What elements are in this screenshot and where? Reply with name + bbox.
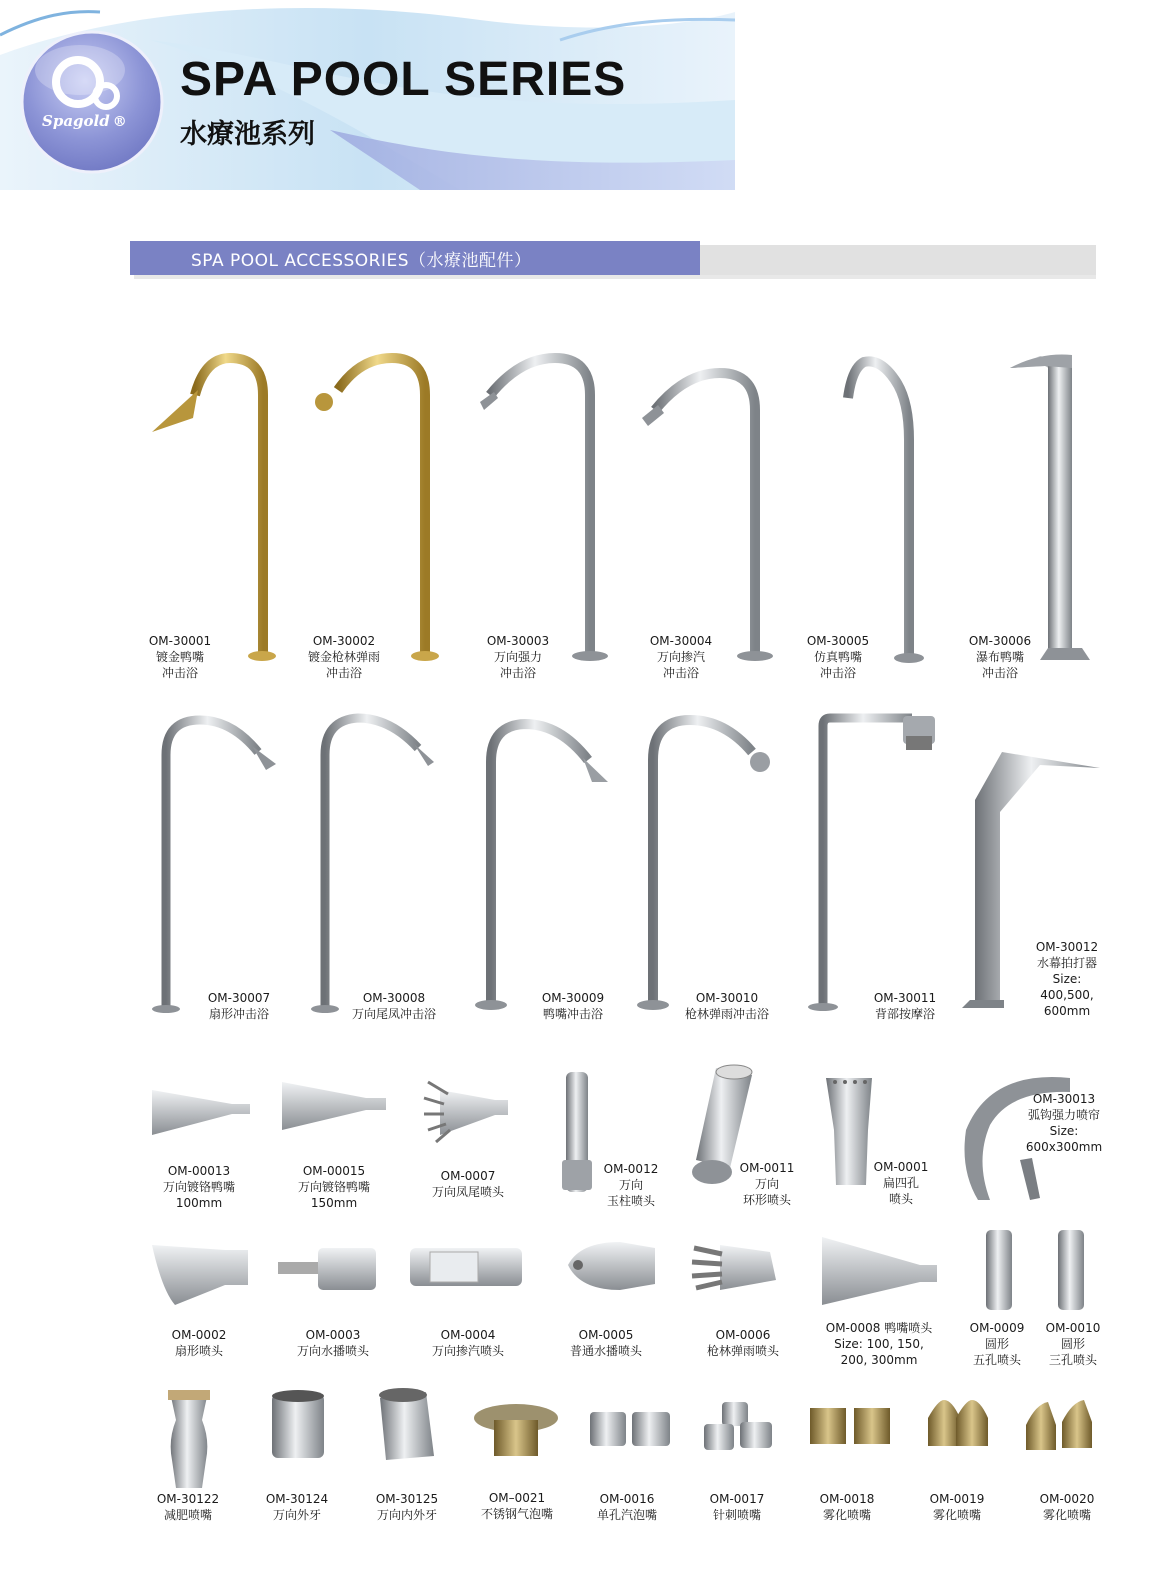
product-code: OM-0001 [873, 1160, 929, 1174]
product-code: OM-30006 [968, 634, 1032, 648]
product-code: OM-0017 [709, 1492, 765, 1506]
product-code: OM-30012 [1035, 940, 1099, 954]
pipe-om-30005 [848, 361, 924, 663]
product-code: OM-30011 [873, 991, 937, 1005]
product-label-p22 [432, 1327, 504, 1359]
product-code: OM-30010 [695, 991, 759, 1005]
pipe-om-30001 [152, 358, 276, 661]
product-description: 万向 [754, 1177, 780, 1191]
product-label-p23 [570, 1327, 642, 1359]
product-label-p31 [481, 1490, 553, 1522]
product-code: OM-0011 [739, 1161, 795, 1175]
product-description: 扇形冲击浴 [208, 1007, 269, 1021]
product-description: 万向内外牙 [376, 1508, 437, 1522]
product-description: 圆形 [1060, 1337, 1086, 1351]
product-label-p7 [208, 990, 270, 1022]
product-label-p24 [707, 1327, 779, 1359]
product-code: OM-0008 鸭嘴喷头 [825, 1321, 933, 1335]
product-label-p17 [740, 1160, 795, 1208]
product-description: 仿真鸭嘴 [813, 650, 862, 664]
product-code: OM-0010 [1045, 1321, 1101, 1335]
product-label-p27 [1046, 1320, 1101, 1368]
product-code: OM-0012 [603, 1162, 659, 1176]
product-description: 瀑布鸭嘴 [975, 650, 1024, 664]
product-description: 万向镀铬鸭嘴 [162, 1180, 236, 1194]
product-description: 枪林弹雨冲击浴 [684, 1007, 770, 1021]
product-description: 喷头 [888, 1192, 914, 1206]
product-code: OM-30004 [649, 634, 713, 648]
product-description: 万向凤尾喷头 [431, 1185, 505, 1199]
product-description: 圆形 [984, 1337, 1010, 1351]
pipe-om-30004 [642, 373, 773, 661]
fitting-om-30122 [168, 1390, 210, 1488]
product-description: Size: [1049, 1124, 1079, 1138]
product-label-p30 [376, 1491, 438, 1523]
product-label-p13 [163, 1163, 235, 1211]
product-label-p9 [542, 990, 604, 1022]
product-description: 镀金鸭嘴 [155, 650, 204, 664]
product-code: OM-30007 [207, 991, 271, 1005]
pipe-om-30006 [1010, 355, 1090, 660]
product-code: OM-30005 [806, 634, 870, 648]
nozzle-om-00013 [152, 1090, 250, 1135]
product-code: OM-0020 [1039, 1492, 1095, 1506]
product-label-p16 [604, 1161, 659, 1209]
product-code: OM-0004 [440, 1328, 496, 1342]
product-code: OM-30008 [362, 991, 426, 1005]
product-code: OM-0007 [440, 1169, 496, 1183]
product-code: OM-30003 [486, 634, 550, 648]
nozzle-om-0012 [562, 1072, 592, 1192]
pipe-om-30008 [311, 718, 434, 1013]
product-label-p28 [157, 1491, 219, 1523]
product-label-p36 [1040, 1491, 1095, 1523]
product-label-p11 [874, 990, 936, 1022]
product-description: 万向外牙 [272, 1508, 321, 1522]
product-description: 冲击浴 [161, 666, 198, 680]
product-label-p32 [597, 1491, 657, 1523]
product-code: OM-0005 [578, 1328, 634, 1342]
product-description: 雾化喷嘴 [1042, 1508, 1092, 1522]
product-code: OM-30001 [148, 634, 212, 648]
pipe-om-30009 [475, 724, 608, 1010]
nozzle-om-0009 [986, 1230, 1012, 1310]
product-label-p26 [970, 1320, 1025, 1368]
product-description: 万向掺汽 [656, 650, 705, 664]
product-code: OM-0019 [929, 1492, 985, 1506]
product-description: 200, 300mm [840, 1353, 918, 1367]
product-label-p4 [650, 633, 712, 681]
section-title: SPA POOL ACCESSORIES（水療池配件） [191, 251, 532, 271]
product-code: OM-30013 [1032, 1092, 1096, 1106]
pipe-om-30002 [315, 358, 439, 661]
product-code: OM-30122 [156, 1492, 220, 1506]
nozzle-om-0002 [152, 1245, 248, 1305]
product-label-p14 [298, 1163, 370, 1211]
product-code: OM-0002 [171, 1328, 227, 1342]
product-code: OM-0006 [715, 1328, 771, 1342]
product-code: OM-30009 [541, 991, 605, 1005]
product-description: 400,500, [1040, 988, 1094, 1002]
nozzle-om-0003 [278, 1248, 376, 1290]
product-code: OM-00013 [167, 1164, 231, 1178]
fitting-om-0016 [590, 1412, 670, 1446]
nozzle-om-00015 [282, 1082, 386, 1130]
product-label-p8 [352, 990, 436, 1022]
product-description: 不锈钢气泡嘴 [480, 1507, 554, 1521]
product-description: 万向强力 [493, 650, 542, 664]
product-description: 背部按摩浴 [874, 1007, 935, 1021]
product-description: 万向 [618, 1178, 644, 1192]
product-code: OM-00015 [302, 1164, 366, 1178]
product-description: 鸭嘴冲击浴 [542, 1007, 603, 1021]
product-description: 万向镀铬鸭嘴 [297, 1180, 371, 1194]
nozzle-om-0010 [1058, 1230, 1084, 1310]
product-label-p12 [1036, 939, 1098, 1019]
product-description: 600x300mm [1025, 1140, 1103, 1154]
product-code: OM-0016 [599, 1492, 655, 1506]
product-label-p18 [874, 1159, 929, 1207]
product-description: 普通水播喷头 [569, 1344, 643, 1358]
product-description: 冲击浴 [325, 666, 363, 680]
product-label-p15 [432, 1168, 504, 1200]
product-code: OM-30002 [312, 634, 376, 648]
fitting-om-0020 [1026, 1400, 1092, 1450]
nozzle-om-0005 [568, 1242, 655, 1290]
logo-wordmark: Spagold [42, 112, 110, 130]
nozzle-om-0007 [424, 1082, 508, 1142]
product-description: 镀金枪林弹雨 [307, 650, 381, 664]
fitting-om-0018 [810, 1408, 890, 1444]
product-description: 扇形喷头 [174, 1344, 224, 1358]
product-description: 冲击浴 [662, 666, 699, 680]
product-description: 600mm [1043, 1004, 1091, 1018]
product-code: OM-30124 [265, 1492, 329, 1506]
product-code: OM-0009 [969, 1321, 1025, 1335]
product-label-p25 [826, 1320, 932, 1368]
product-label-p34 [820, 1491, 875, 1523]
pipe-om-30010 [637, 720, 770, 1010]
product-description: 万向水播喷头 [296, 1344, 370, 1358]
product-description: 玉柱喷头 [606, 1194, 656, 1208]
product-label-p20 [172, 1327, 227, 1359]
page-title: SPA POOL SERIES [180, 53, 627, 106]
nozzle-om-0004 [410, 1248, 522, 1286]
product-label-p29 [266, 1491, 328, 1523]
product-code: OM–0021 [488, 1491, 546, 1505]
pipe-om-30011 [808, 716, 935, 1011]
fitting-om-30125 [379, 1388, 434, 1460]
product-description: 雾化喷嘴 [822, 1508, 872, 1522]
product-label-p5 [807, 633, 869, 681]
product-description: 减肥喷嘴 [163, 1508, 212, 1522]
product-description: 万向掺汽喷头 [431, 1344, 505, 1358]
product-label-p3 [487, 633, 549, 681]
nozzle-om-0008 [822, 1237, 937, 1305]
product-description: 冲击浴 [981, 666, 1018, 680]
product-description: 水幕拍打器 [1036, 956, 1097, 970]
product-description: 冲击浴 [499, 666, 536, 680]
product-description: 150mm [310, 1196, 358, 1210]
product-description: 三孔喷头 [1048, 1353, 1098, 1367]
fitting-om-30124 [272, 1390, 324, 1458]
product-description: 万向尾凤冲击浴 [351, 1007, 437, 1021]
product-label-p35 [930, 1491, 985, 1523]
product-label-p10 [685, 990, 769, 1022]
product-description: 雾化喷嘴 [932, 1508, 982, 1522]
product-code: OM-0018 [819, 1492, 875, 1506]
product-description: 枪林弹雨喷头 [706, 1344, 780, 1358]
fitting-om-0019 [928, 1400, 988, 1446]
product-code: OM-0003 [305, 1328, 361, 1342]
product-label-p21 [297, 1327, 369, 1359]
pipe-om-30007 [152, 720, 276, 1013]
pipe-om-30003 [480, 358, 608, 661]
product-description: 冲击浴 [819, 666, 856, 680]
page-subtitle: 水療池系列 [180, 119, 315, 150]
product-description: 单孔汽泡嘴 [596, 1508, 658, 1522]
product-description: Size: 100, 150, [834, 1337, 924, 1351]
product-description: 100mm [175, 1196, 223, 1210]
product-description: 五孔喷头 [972, 1353, 1022, 1367]
product-label-p33 [710, 1491, 765, 1523]
registered-mark: ® [112, 114, 127, 130]
fitting-om-0021 [474, 1404, 558, 1456]
product-description: 弧钩强力喷帘 [1027, 1108, 1101, 1122]
fitting-om-0017 [704, 1402, 772, 1450]
nozzle-om-0001 [826, 1078, 872, 1185]
product-description: 环形喷头 [742, 1193, 792, 1207]
product-label-p6 [969, 633, 1031, 681]
product-label-p1 [149, 633, 211, 681]
product-label-p2 [308, 633, 380, 681]
product-description: 扁四孔 [882, 1176, 920, 1190]
product-label-p19 [1026, 1091, 1102, 1155]
product-description: Size: [1052, 972, 1082, 986]
nozzle-om-0006 [692, 1245, 776, 1290]
product-description: 针刺喷嘴 [712, 1508, 762, 1522]
product-code: OM-30125 [375, 1492, 439, 1506]
